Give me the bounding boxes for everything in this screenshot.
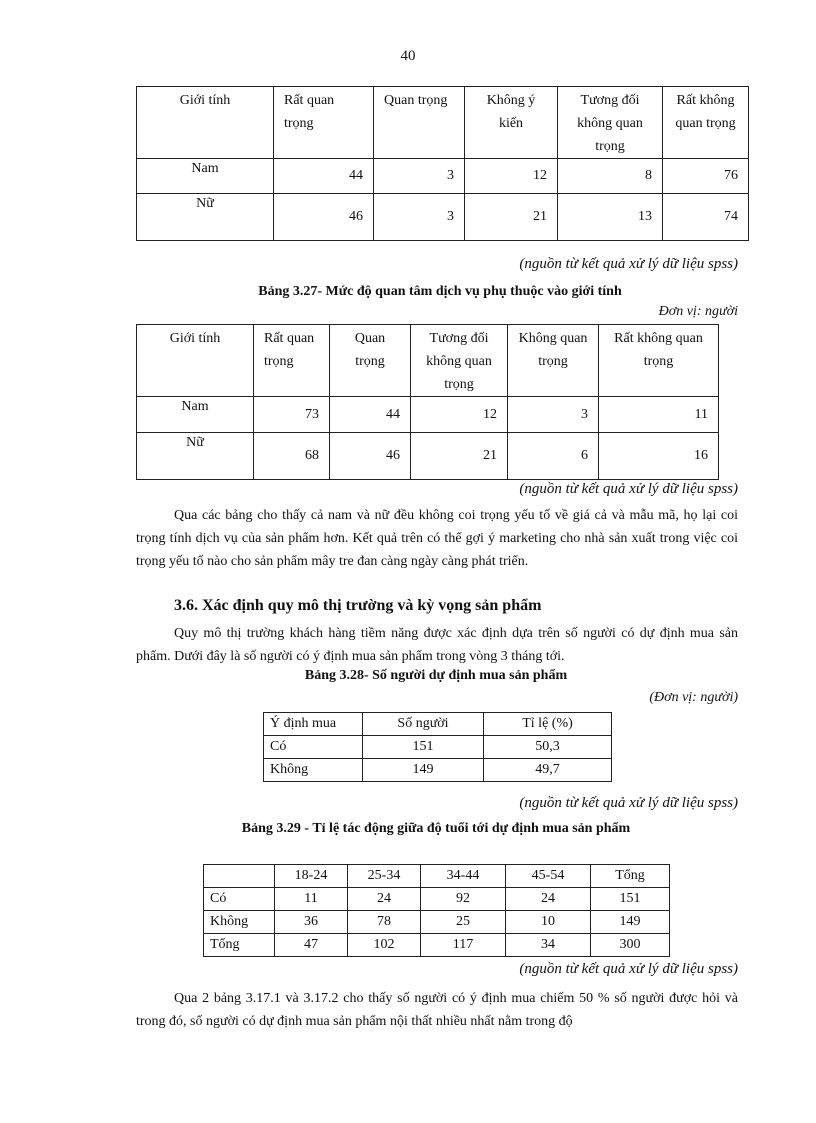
table-cell: 13 [558, 194, 663, 241]
table-cell: 49,7 [484, 759, 612, 782]
table-caption-3-27: Bảng 3.27- Mức độ quan tâm dịch vụ phụ thuộc vào giới tính [258, 284, 622, 299]
table-cell: 34 [506, 934, 591, 957]
table-cell: Có [264, 736, 363, 759]
table-header: 45-54 [506, 865, 591, 888]
table-cell: 3 [374, 194, 465, 241]
table-cell: 21 [465, 194, 558, 241]
table-cell: 36 [275, 911, 348, 934]
table-header: Quan trọng [374, 87, 465, 159]
paragraph-market-size: Quy mô thị trường khách hàng tiềm năng được xác định dựa trên số người có dự định mua sản phẩm. Dưới đây là số người có ý định mua sản phẩm trong vòng 3 tháng tới. [136, 626, 738, 664]
table-cell: 10 [506, 911, 591, 934]
table-cell: Có [204, 888, 275, 911]
table-row [137, 159, 749, 194]
table-header: Tương đối không quan trọng [558, 87, 663, 159]
table-purchase-intent [263, 712, 612, 782]
table-header: Rất quan trọng [254, 325, 330, 397]
table-header: Không quan trọng [508, 325, 599, 397]
table-header: 25-34 [348, 865, 421, 888]
table-cell: 46 [330, 433, 411, 480]
paragraph-age-analysis: Qua 2 bảng 3.17.1 và 3.17.2 cho thấy số người có ý định mua chiếm 50 % số người được hỏi và trong đó, số người có dự định mua sản phẩm nội thất nhiều nhất nằm trong độ [136, 991, 738, 1029]
section-heading-3-6: 3.6. Xác định quy mô thị trường và kỳ vọng sản phẩm [174, 597, 542, 614]
table-row [204, 911, 670, 934]
table-cell: 47 [275, 934, 348, 957]
table-row [264, 736, 612, 759]
table-row [204, 888, 670, 911]
row-label: Nữ [137, 194, 274, 241]
table-cell: 3 [374, 159, 465, 194]
table-header [204, 865, 275, 888]
unit-label: Đơn vị: người [658, 304, 738, 319]
table-cell: 25 [421, 911, 506, 934]
table-cell: 16 [599, 433, 719, 480]
unit-label: (Đơn vị: người) [649, 690, 738, 705]
table-header: Rất quan trọng [274, 87, 374, 159]
table-cell: Tổng [204, 934, 275, 957]
table-header: Quan trọng [330, 325, 411, 397]
table-cell: 44 [330, 397, 411, 433]
table-cell: 11 [599, 397, 719, 433]
table-cell: 46 [274, 194, 374, 241]
table-cell: 12 [465, 159, 558, 194]
table-caption-3-29: Bảng 3.29 - Tỉ lệ tác động giữa độ tuổi tới dự định mua sản phẩm [241, 821, 631, 836]
table-header: Không ý kiến [465, 87, 558, 159]
table-cell: 78 [348, 911, 421, 934]
table-cell: 300 [591, 934, 670, 957]
table-cell: 92 [421, 888, 506, 911]
table-header: Giới tính [137, 87, 274, 159]
row-label: Nam [137, 397, 254, 433]
table-cell: 21 [411, 433, 508, 480]
table-cell: 149 [591, 911, 670, 934]
table-row [137, 433, 719, 480]
table-header: 18-24 [275, 865, 348, 888]
table-header: Rất không quan trọng [663, 87, 749, 159]
table-header: Tỉ lệ (%) [484, 713, 612, 736]
table-cell: 6 [508, 433, 599, 480]
page-number: 40 [400, 48, 416, 64]
table-cell: 44 [274, 159, 374, 194]
table-cell: 149 [363, 759, 484, 782]
table-cell: 73 [254, 397, 330, 433]
table-cell: 102 [348, 934, 421, 957]
table-age-purchase-intent [203, 864, 670, 957]
table-cell: Không [204, 911, 275, 934]
table-cell: 24 [348, 888, 421, 911]
row-label: Nữ [137, 433, 254, 480]
table-header: Tổng [591, 865, 670, 888]
table-cell: 11 [275, 888, 348, 911]
table-header: Rất không quan trọng [599, 325, 719, 397]
table-caption-3-28: Bảng 3.28- Số người dự định mua sản phẩm [304, 668, 568, 683]
table-header: Tương đối không quan trọng [411, 325, 508, 397]
table-cell: 8 [558, 159, 663, 194]
source-note: (nguồn từ kết quả xử lý dữ liệu spss) [519, 256, 738, 272]
source-note: (nguồn từ kết quả xử lý dữ liệu spss) [519, 961, 738, 977]
table-cell: 68 [254, 433, 330, 480]
source-note: (nguồn từ kết quả xử lý dữ liệu spss) [519, 795, 738, 811]
table-cell: 74 [663, 194, 749, 241]
table-header: Giới tính [137, 325, 254, 397]
table-row [137, 194, 749, 241]
table-cell: 3 [508, 397, 599, 433]
table-cell: 151 [591, 888, 670, 911]
table-row [264, 759, 612, 782]
table-gender-service-interest [136, 324, 719, 480]
table-row [204, 934, 670, 957]
table-header: Số người [363, 713, 484, 736]
table-cell: 50,3 [484, 736, 612, 759]
table-cell: 76 [663, 159, 749, 194]
table-gender-importance-1 [136, 86, 749, 241]
table-header: 34-44 [421, 865, 506, 888]
row-label: Nam [137, 159, 274, 194]
table-cell: 117 [421, 934, 506, 957]
table-cell: 12 [411, 397, 508, 433]
table-cell: Không [264, 759, 363, 782]
table-cell: 151 [363, 736, 484, 759]
table-cell: 24 [506, 888, 591, 911]
source-note: (nguồn từ kết quả xử lý dữ liệu spss) [519, 481, 738, 497]
paragraph-conclusion: Qua các bảng cho thấy cả nam và nữ đều không coi trọng yếu tố về giá cả và mẫu mã, họ lại coi trọng tính dịch vụ của sản phẩm hơn. Kết quả trên có thể gợi ý marketing cho nhà sản xuất trong việc coi trọng yếu tố nào cho sản phẩm mây tre đan càng ngày càng phát triển. [136, 508, 738, 569]
table-row [137, 397, 719, 433]
table-header: Ý định mua [264, 713, 363, 736]
